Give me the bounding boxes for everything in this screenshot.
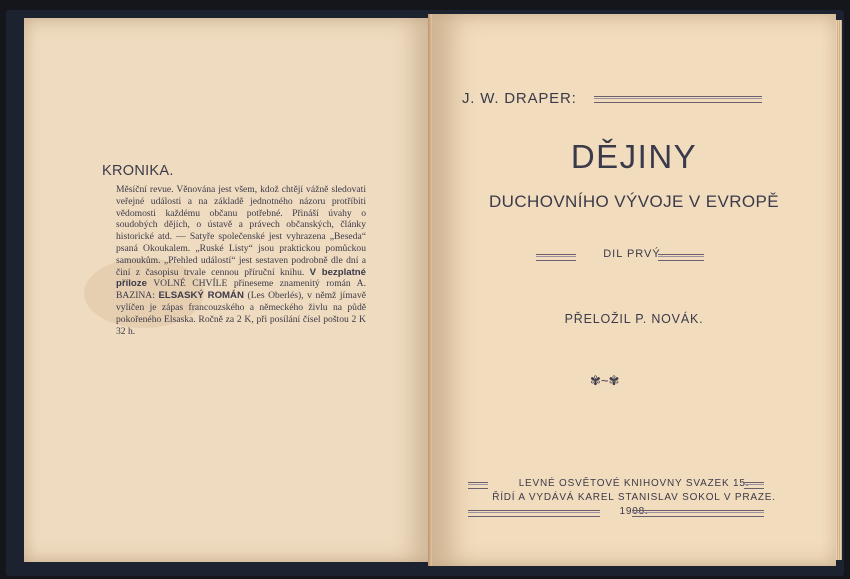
imprint-series: LEVNÉ OSVĚTOVÉ KNIHOVNY SVAZEK 15. — [518, 478, 750, 489]
year-rule-right — [632, 510, 764, 517]
kronika-tail-text: (Les Oberlés), v němž jímavě vylíčen je zápas francouzského a německého živlu na půdě pokořeného Elsaska. Ročně za 2 K, při posílání čísel poštou 2 K 32 h. — [116, 290, 366, 337]
part-label: DIL PRVÝ. — [603, 248, 665, 260]
publication-year: 1908. — [619, 506, 649, 517]
kronika-advertisement — [116, 184, 366, 337]
left-page — [24, 18, 432, 562]
ornament-icon: ✾~✾ — [590, 373, 620, 388]
imprint-publisher: ŘÍDÍ A VYDÁVÁ KAREL STANISLAV SOKOL V PRAZE. — [492, 492, 776, 503]
kronika-bold-title: ELSASKÝ ROMÁN — [158, 290, 244, 302]
book-subtitle: DUCHOVNÍHO VÝVOJE V EVROPĚ — [488, 192, 779, 211]
kronika-bold-phrase: V bezplatné příloze — [116, 266, 366, 290]
kronika-mid-text: VOLNÉ CHVÍLE přineseme znamenitý román A. BAZINA: — [116, 278, 366, 302]
kronika-lead-text: Měsíční revue. Věnována jest všem, kdož chtějí vážně sledovati veřejné události a na základě jednotného názoru protříbiti vědomosti každému občanu potřebné. Přináší úvahy o soudobých dějích, o ústavě a právech občanských, články historické atd. — Satyře společenské jest vyhrazena „Beseda“ psaná Okoukalem. „Ruské Listy“ jsou praktickou pomůckou samoukům. „Přehled událostí“ jest sestaven podrobně dle dní a činí z časopisu trvale cennou příruční knihu. — [116, 184, 366, 278]
imprint-rule-right — [744, 482, 764, 489]
book-title: DĚJINY — [570, 138, 698, 175]
translator-line: PŘELOŽIL P. NOVÁK. — [564, 312, 704, 326]
part-rule-right — [658, 254, 704, 261]
page-edges — [836, 20, 842, 560]
author-name: J. W. DRAPER: — [462, 90, 577, 107]
author-rule — [594, 96, 762, 103]
right-page — [432, 14, 836, 566]
kronika-heading: KRONIKA. — [102, 163, 174, 179]
